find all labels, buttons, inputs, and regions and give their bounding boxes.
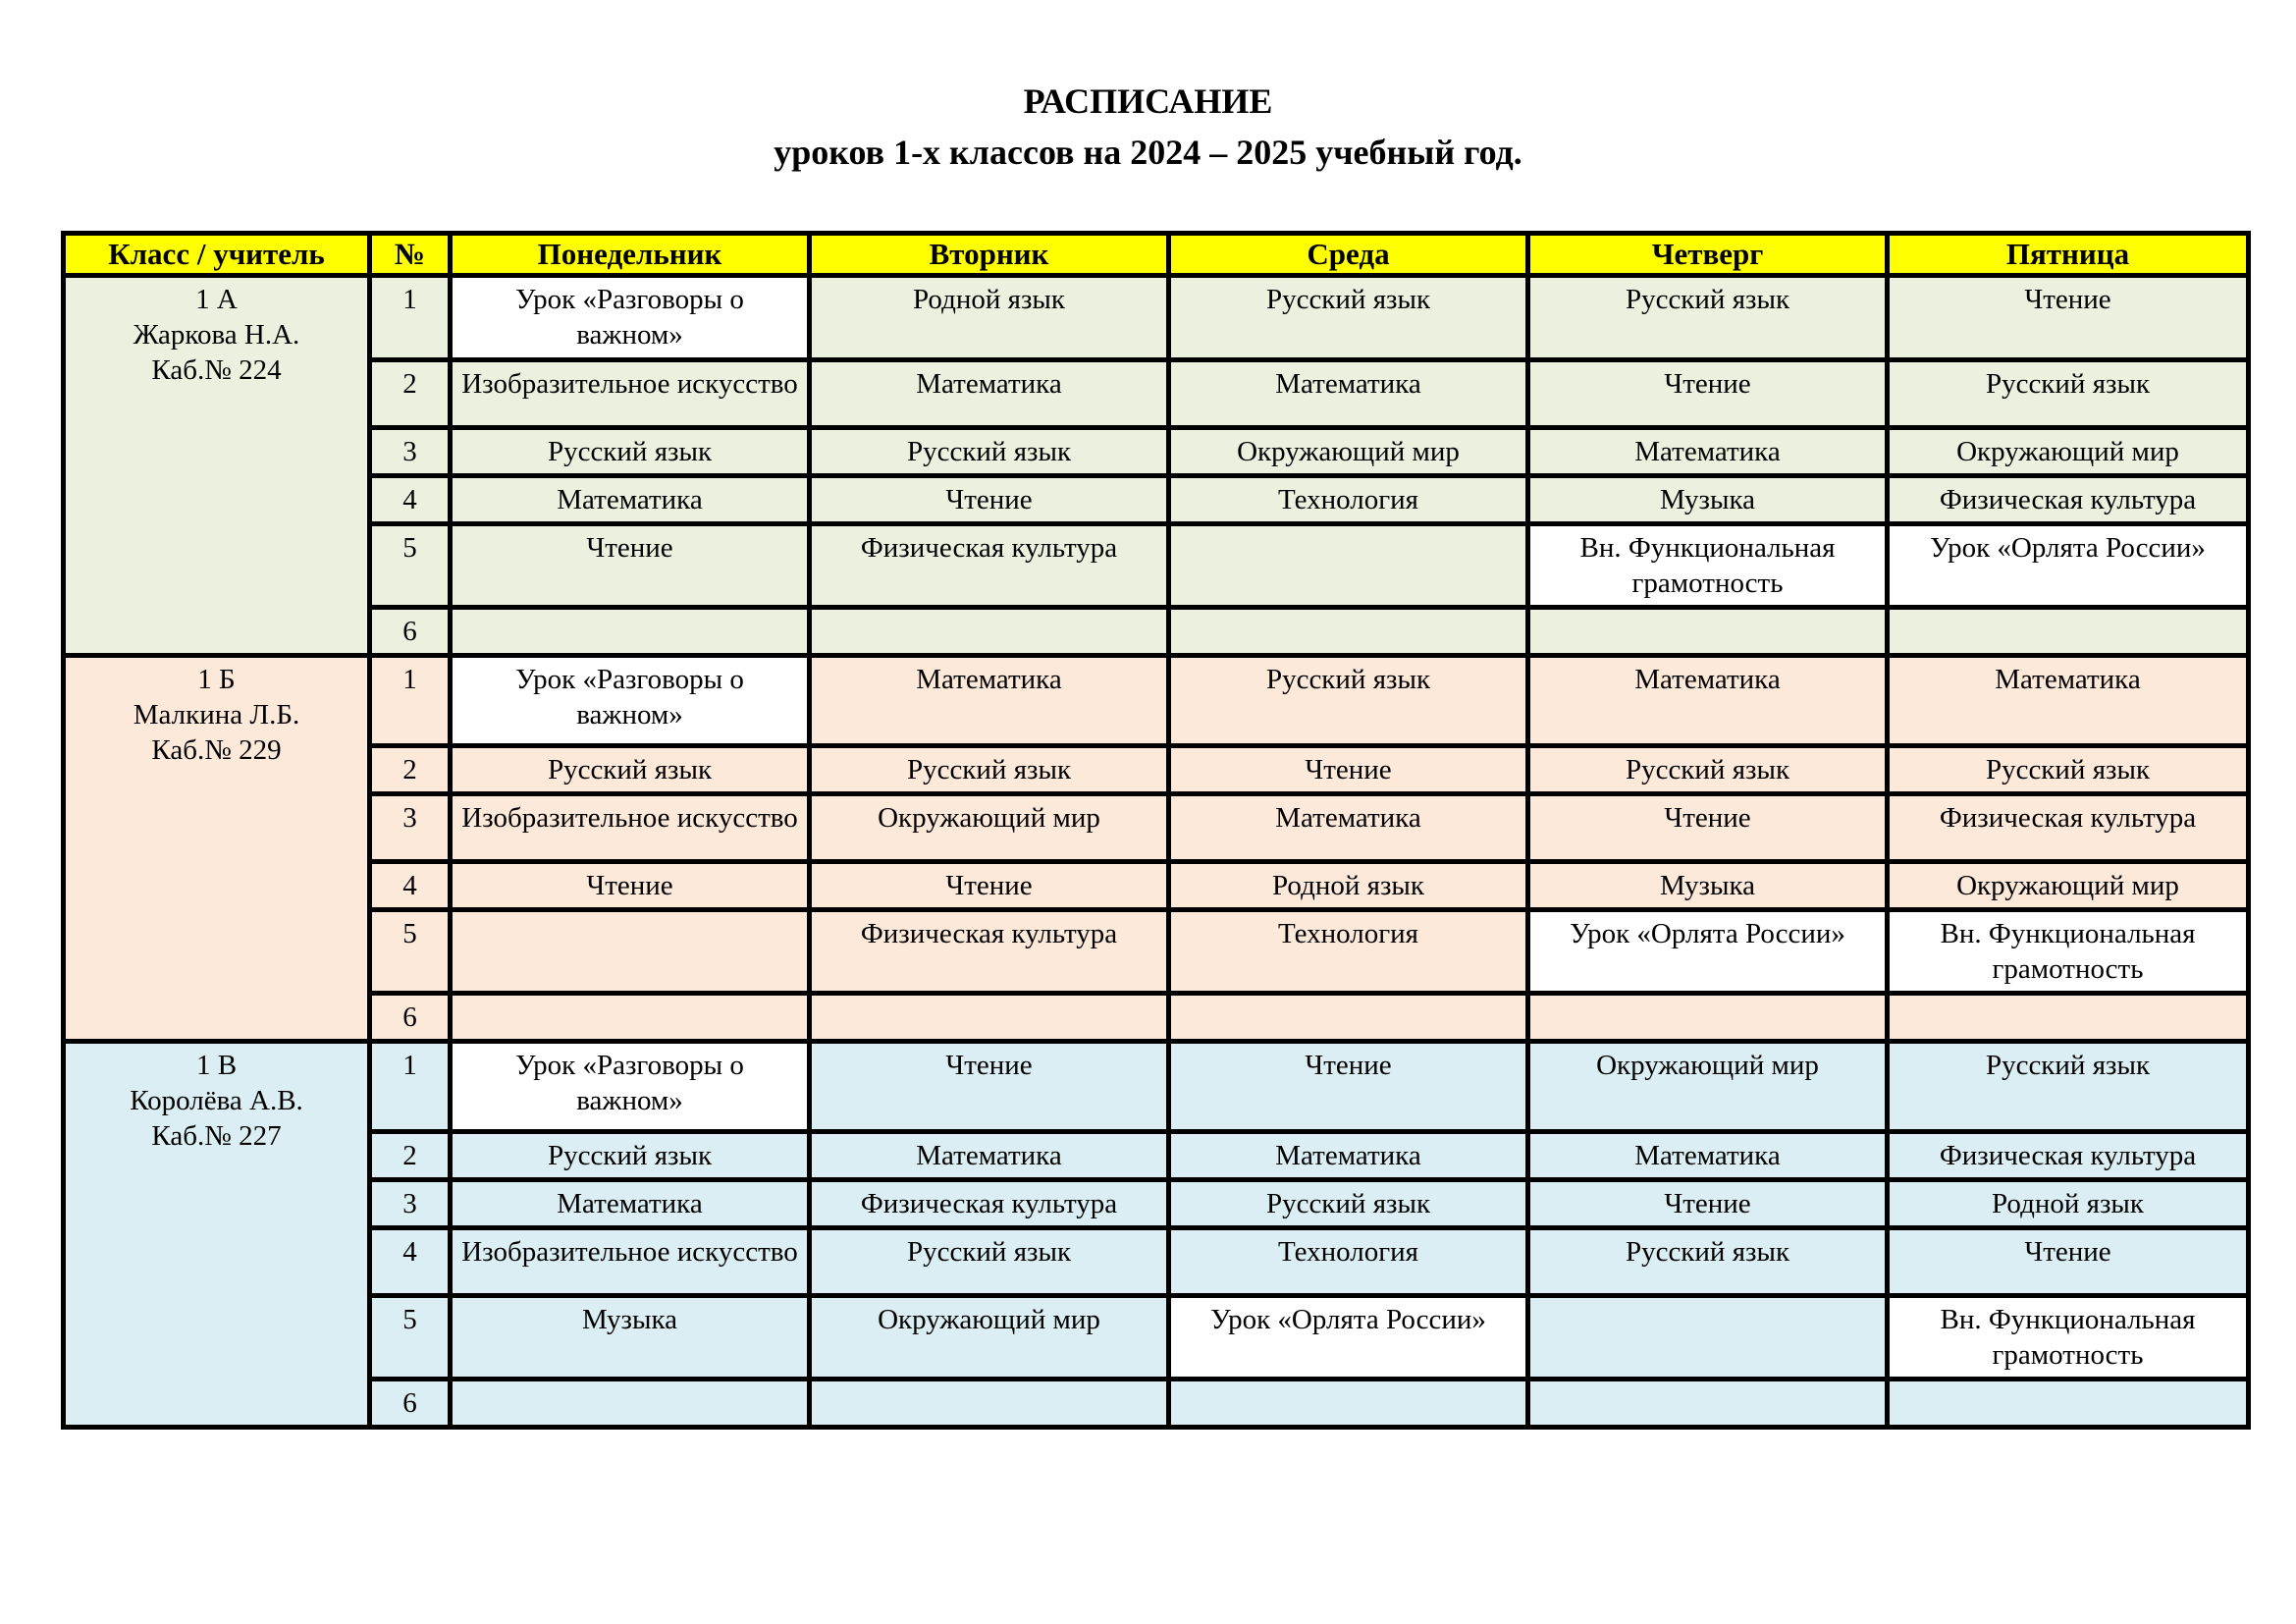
- col-header-monday: Понедельник: [451, 234, 810, 276]
- lesson-cell-thursday: Чтение: [1528, 794, 1888, 862]
- lesson-cell-tuesday: Математика: [810, 360, 1169, 428]
- col-header-friday: Пятница: [1888, 234, 2249, 276]
- lesson-cell-monday: [451, 910, 810, 994]
- lesson-row: [64, 794, 2249, 862]
- lesson-cell-monday: Урок «Разговоры о важном»: [451, 1042, 810, 1132]
- lesson-cell-friday: Физическая культура: [1888, 1132, 2249, 1180]
- lesson-cell-wednesday: Родной язык: [1169, 862, 1528, 910]
- lesson-cell-thursday: Математика: [1528, 1132, 1888, 1180]
- lesson-number: 2: [370, 746, 451, 794]
- col-header-class: Класс / учитель: [64, 234, 370, 276]
- col-header-tuesday: Вторник: [810, 234, 1169, 276]
- lesson-cell-friday: Чтение: [1888, 276, 2249, 360]
- lesson-number: 6: [370, 608, 451, 656]
- lesson-row: [64, 276, 2249, 360]
- lesson-number: 2: [370, 1132, 451, 1180]
- lesson-row: [64, 1132, 2249, 1180]
- lesson-cell-monday: [451, 994, 810, 1042]
- lesson-cell-friday: Русский язык: [1888, 360, 2249, 428]
- lesson-number: 6: [370, 994, 451, 1042]
- class-info-cell: [64, 1042, 370, 1428]
- lesson-row: [64, 1180, 2249, 1228]
- class-room: Каб.№ 224: [151, 354, 282, 386]
- lesson-row: [64, 746, 2249, 794]
- lesson-cell-wednesday: Чтение: [1169, 746, 1528, 794]
- lesson-row: [64, 910, 2249, 994]
- lesson-cell-monday: Русский язык: [451, 746, 810, 794]
- lesson-cell-tuesday: Окружающий мир: [810, 1296, 1169, 1380]
- col-header-wednesday: Среда: [1169, 234, 1528, 276]
- lesson-cell-friday: Физическая культура: [1888, 476, 2249, 524]
- lesson-cell-thursday: Чтение: [1528, 1180, 1888, 1228]
- lesson-cell-monday: Чтение: [451, 524, 810, 608]
- lesson-cell-tuesday: Русский язык: [810, 428, 1169, 476]
- lesson-row: [64, 476, 2249, 524]
- lesson-cell-thursday: [1528, 608, 1888, 656]
- lesson-cell-monday: Математика: [451, 1180, 810, 1228]
- lesson-row: [64, 524, 2249, 608]
- lesson-cell-thursday: Вн. Функциональная грамотность: [1528, 524, 1888, 608]
- lesson-row: [64, 428, 2249, 476]
- lesson-number: 1: [370, 1042, 451, 1132]
- class-name: 1 Б: [197, 664, 236, 695]
- lesson-cell-tuesday: Математика: [810, 656, 1169, 746]
- lesson-cell-monday: Изобразительное искусство: [451, 1228, 810, 1296]
- lesson-number: 4: [370, 862, 451, 910]
- lesson-row: [64, 1380, 2249, 1428]
- lesson-cell-friday: Окружающий мир: [1888, 428, 2249, 476]
- lesson-cell-thursday: Математика: [1528, 656, 1888, 746]
- lesson-cell-wednesday: [1169, 994, 1528, 1042]
- lesson-cell-monday: Изобразительное искусство: [451, 360, 810, 428]
- lesson-cell-friday: Окружающий мир: [1888, 862, 2249, 910]
- lesson-cell-thursday: Урок «Орлята России»: [1528, 910, 1888, 994]
- class-group: [64, 1042, 2249, 1428]
- lesson-number: 3: [370, 1180, 451, 1228]
- lesson-cell-friday: Русский язык: [1888, 746, 2249, 794]
- lesson-cell-monday: Музыка: [451, 1296, 810, 1380]
- lesson-cell-wednesday: Русский язык: [1169, 276, 1528, 360]
- lesson-cell-thursday: Русский язык: [1528, 1228, 1888, 1296]
- lesson-cell-friday: Родной язык: [1888, 1180, 2249, 1228]
- lesson-cell-thursday: Музыка: [1528, 862, 1888, 910]
- lesson-cell-wednesday: Окружающий мир: [1169, 428, 1528, 476]
- lesson-cell-wednesday: Чтение: [1169, 1042, 1528, 1132]
- class-room: Каб.№ 229: [151, 734, 282, 766]
- lesson-cell-friday: Урок «Орлята России»: [1888, 524, 2249, 608]
- lesson-row: [64, 862, 2249, 910]
- lesson-cell-tuesday: Чтение: [810, 476, 1169, 524]
- lesson-cell-wednesday: [1169, 608, 1528, 656]
- lesson-cell-friday: Физическая культура: [1888, 794, 2249, 862]
- lesson-cell-friday: [1888, 608, 2249, 656]
- lesson-cell-wednesday: Математика: [1169, 360, 1528, 428]
- lesson-cell-monday: Чтение: [451, 862, 810, 910]
- lesson-number: 5: [370, 1296, 451, 1380]
- lesson-cell-friday: Чтение: [1888, 1228, 2249, 1296]
- lesson-number: 2: [370, 360, 451, 428]
- header-row: [64, 234, 2249, 276]
- lesson-cell-wednesday: [1169, 524, 1528, 608]
- lesson-cell-thursday: Окружающий мир: [1528, 1042, 1888, 1132]
- class-teacher: Малкина Л.Б.: [133, 699, 300, 731]
- lesson-number: 3: [370, 428, 451, 476]
- lesson-cell-wednesday: Технология: [1169, 910, 1528, 994]
- lesson-cell-monday: Русский язык: [451, 1132, 810, 1180]
- lesson-cell-friday: Вн. Функциональная грамотность: [1888, 1296, 2249, 1380]
- class-group: [64, 276, 2249, 656]
- lesson-cell-tuesday: Физическая культура: [810, 910, 1169, 994]
- lesson-number: 5: [370, 524, 451, 608]
- lesson-cell-tuesday: Родной язык: [810, 276, 1169, 360]
- lesson-cell-thursday: Русский язык: [1528, 276, 1888, 360]
- lesson-number: 1: [370, 276, 451, 360]
- lesson-cell-tuesday: [810, 994, 1169, 1042]
- lesson-cell-tuesday: Физическая культура: [810, 1180, 1169, 1228]
- lesson-cell-tuesday: Окружающий мир: [810, 794, 1169, 862]
- class-teacher: Жаркова Н.А.: [133, 319, 300, 351]
- lesson-cell-tuesday: Физическая культура: [810, 524, 1169, 608]
- lesson-number: 6: [370, 1380, 451, 1428]
- lesson-row: [64, 1228, 2249, 1296]
- lesson-number: 4: [370, 1228, 451, 1296]
- lesson-cell-wednesday: Математика: [1169, 794, 1528, 862]
- lesson-cell-wednesday: [1169, 1380, 1528, 1428]
- lesson-cell-wednesday: Русский язык: [1169, 656, 1528, 746]
- lesson-cell-monday: Урок «Разговоры о важном»: [451, 656, 810, 746]
- page-title: РАСПИСАНИЕ: [1023, 81, 1273, 121]
- lesson-cell-monday: Русский язык: [451, 428, 810, 476]
- lesson-row: [64, 994, 2249, 1042]
- lesson-cell-monday: Математика: [451, 476, 810, 524]
- class-teacher: Королёва А.В.: [130, 1085, 303, 1116]
- lesson-cell-tuesday: Русский язык: [810, 1228, 1169, 1296]
- lesson-cell-friday: [1888, 994, 2249, 1042]
- lesson-cell-friday: Русский язык: [1888, 1042, 2249, 1132]
- lesson-cell-wednesday: Урок «Орлята России»: [1169, 1296, 1528, 1380]
- lesson-cell-thursday: [1528, 994, 1888, 1042]
- lesson-cell-wednesday: Математика: [1169, 1132, 1528, 1180]
- lesson-number: 1: [370, 656, 451, 746]
- lesson-cell-thursday: [1528, 1296, 1888, 1380]
- lesson-cell-tuesday: Чтение: [810, 1042, 1169, 1132]
- lesson-row: [64, 1296, 2249, 1380]
- lesson-cell-thursday: [1528, 1380, 1888, 1428]
- lesson-row: [64, 360, 2249, 428]
- class-group: [64, 656, 2249, 1042]
- class-name: 1 В: [195, 1050, 238, 1081]
- class-info-cell: [64, 656, 370, 1042]
- col-header-thursday: Четверг: [1528, 234, 1888, 276]
- lesson-number: 4: [370, 476, 451, 524]
- lesson-cell-wednesday: Русский язык: [1169, 1180, 1528, 1228]
- lesson-cell-monday: [451, 1380, 810, 1428]
- lesson-cell-tuesday: Математика: [810, 1132, 1169, 1180]
- lesson-cell-friday: Математика: [1888, 656, 2249, 746]
- lesson-cell-thursday: Чтение: [1528, 360, 1888, 428]
- col-header-number: №: [370, 234, 451, 276]
- lesson-cell-friday: [1888, 1380, 2249, 1428]
- lesson-cell-tuesday: Чтение: [810, 862, 1169, 910]
- lesson-cell-monday: Изобразительное искусство: [451, 794, 810, 862]
- lesson-cell-tuesday: [810, 608, 1169, 656]
- class-name: 1 А: [195, 284, 238, 315]
- lesson-cell-wednesday: Технология: [1169, 1228, 1528, 1296]
- lesson-cell-wednesday: Технология: [1169, 476, 1528, 524]
- lesson-cell-monday: Урок «Разговоры о важном»: [451, 276, 810, 360]
- lesson-number: 3: [370, 794, 451, 862]
- class-room: Каб.№ 227: [151, 1120, 282, 1152]
- class-info-cell: [64, 276, 370, 656]
- schedule-table: [61, 231, 2251, 1430]
- lesson-cell-friday: Вн. Функциональная грамотность: [1888, 910, 2249, 994]
- lesson-cell-thursday: Музыка: [1528, 476, 1888, 524]
- lesson-number: 5: [370, 910, 451, 994]
- lesson-row: [64, 656, 2249, 746]
- page-subtitle: уроков 1-х классов на 2024 – 2025 учебный год.: [774, 133, 1522, 172]
- lesson-row: [64, 1042, 2249, 1132]
- lesson-row: [64, 608, 2249, 656]
- lesson-cell-thursday: Математика: [1528, 428, 1888, 476]
- lesson-cell-tuesday: [810, 1380, 1169, 1428]
- lesson-cell-tuesday: Русский язык: [810, 746, 1169, 794]
- lesson-cell-thursday: Русский язык: [1528, 746, 1888, 794]
- lesson-cell-monday: [451, 608, 810, 656]
